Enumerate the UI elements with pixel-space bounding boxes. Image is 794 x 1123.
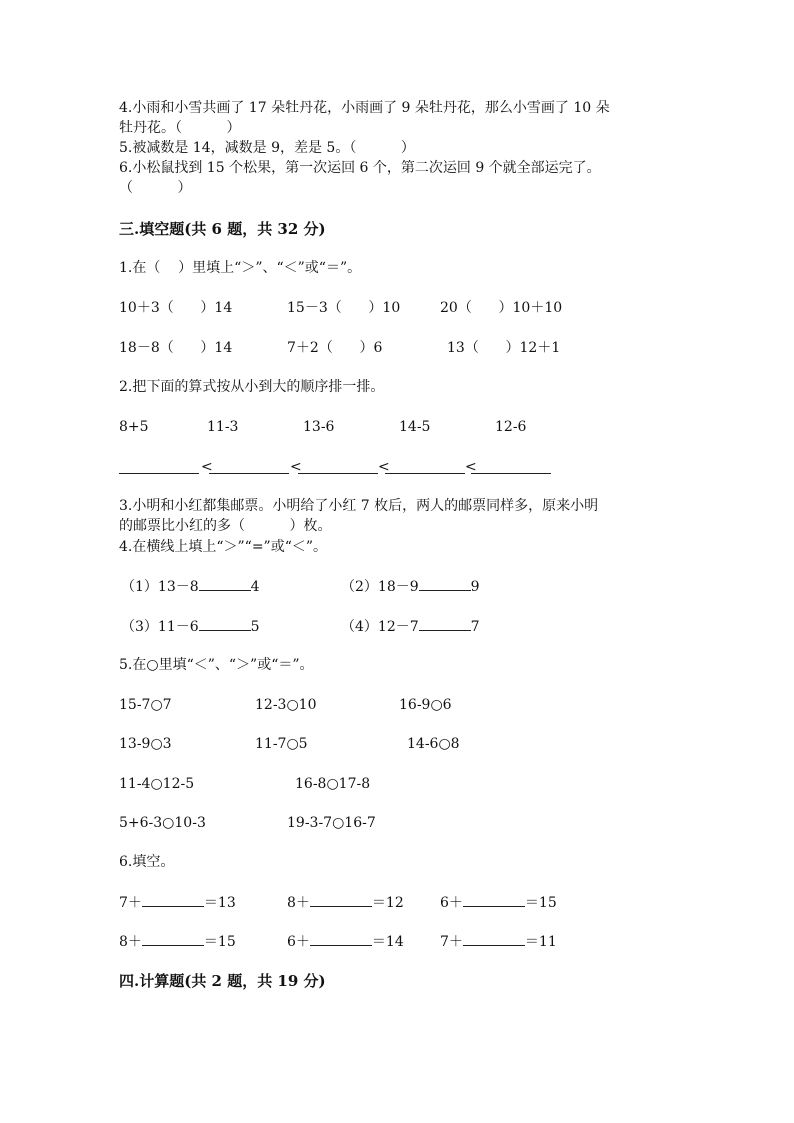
compare-item: 13-9○3 — [119, 736, 172, 752]
fill-item — [287, 931, 404, 952]
expression-item: 13-6 — [303, 419, 335, 435]
fill-item-lhs: 8＋ — [287, 895, 310, 911]
expression-item: 14-5 — [399, 419, 431, 435]
fill-item-lhs: （3）11－6 — [121, 619, 199, 635]
less-than-sign: < — [201, 459, 213, 475]
fill-item — [440, 931, 557, 952]
question-text: （ ） — [119, 180, 192, 196]
fill-item — [119, 892, 236, 913]
fill-item-rhs: 9 — [470, 579, 480, 595]
answer-blank[interactable] — [199, 616, 251, 631]
answer-blank[interactable] — [463, 892, 525, 907]
section-title: 三.填空题(共 6 题，共 32 分) — [119, 220, 326, 238]
question-text: 4.小雨和小雪共画了 17 朵牡丹花，小雨画了 9 朵牡丹花，那么小雪画了 10 朵 — [119, 100, 610, 116]
answer-blank[interactable] — [419, 576, 471, 591]
answer-blank[interactable] — [385, 459, 465, 474]
compare-item: 14-6○8 — [407, 736, 460, 752]
fill-item-lhs: 6＋ — [440, 895, 463, 911]
fill-item-rhs: ＝11 — [524, 934, 557, 950]
fill-item-rhs: ＝15 — [203, 934, 236, 950]
question-prompt: 1.在（ ）里填上“＞”、“＜”或“＝”。 — [119, 260, 362, 276]
comparison-item: 13（ ）12＋1 — [447, 340, 561, 356]
comparison-item: 18－8（ ）14 — [119, 340, 233, 356]
answer-blank[interactable] — [209, 459, 289, 474]
comparison-item: 20（ ）10＋10 — [440, 300, 563, 316]
answer-blank[interactable] — [463, 931, 525, 946]
compare-item: 11-4○12-5 — [119, 776, 195, 792]
fill-item — [287, 892, 404, 913]
fill-item-rhs: 4 — [250, 579, 260, 595]
question-prompt: 2.把下面的算式按从小到大的顺序排一排。 — [119, 379, 385, 395]
answer-blank[interactable] — [298, 459, 378, 474]
question-text: 5.被减数是 14，减数是 9，差是 5。（ ） — [119, 140, 415, 156]
answer-blank[interactable] — [199, 576, 251, 591]
fill-item-rhs: ＝15 — [524, 895, 557, 911]
fill-item — [119, 931, 236, 952]
answer-blank[interactable] — [142, 931, 204, 946]
comparison-item: 15－3（ ）10 — [287, 300, 401, 316]
ordering-answer-line — [119, 458, 559, 478]
section-title: 四.计算题(共 2 题，共 19 分) — [119, 972, 326, 990]
fill-item — [341, 616, 480, 637]
compare-item: 16-8○17-8 — [295, 776, 371, 792]
question-prompt: 5.在○里填“＜”、“＞”或“＝”。 — [119, 657, 314, 673]
question-text: 3.小明和小红都集邮票。小明给了小红 7 枚后，两人的邮票同样多，原来小明 — [119, 498, 599, 514]
expression-item: 11-3 — [207, 419, 239, 435]
answer-blank[interactable] — [471, 459, 551, 474]
question-prompt: 6.填空。 — [119, 854, 175, 870]
answer-blank[interactable] — [310, 931, 372, 946]
question-text: 6.小松鼠找到 15 个松果，第一次运回 6 个，第二次运回 9 个就全部运完了。 — [119, 160, 601, 176]
less-than-sign: < — [465, 459, 477, 475]
question-text: 牡丹花。（ ） — [119, 120, 241, 136]
fill-item-rhs: 5 — [250, 619, 260, 635]
answer-blank[interactable] — [310, 892, 372, 907]
fill-item-lhs: 8＋ — [119, 934, 142, 950]
fill-item-lhs: 7＋ — [119, 895, 142, 911]
comparison-item: 10＋3（ ）14 — [119, 300, 233, 316]
compare-item: 19-3-7○16-7 — [287, 815, 376, 831]
compare-item: 12-3○10 — [255, 697, 317, 713]
expression-item: 8+5 — [119, 419, 149, 435]
compare-item: 15-7○7 — [119, 697, 172, 713]
fill-item — [121, 576, 260, 597]
fill-item — [121, 616, 260, 637]
less-than-sign: < — [290, 459, 302, 475]
compare-item: 11-7○5 — [255, 736, 308, 752]
answer-blank[interactable] — [142, 892, 204, 907]
answer-blank[interactable] — [119, 459, 199, 474]
less-than-sign: < — [378, 459, 390, 475]
fill-item-rhs: ＝13 — [203, 895, 236, 911]
fill-item-rhs: ＝14 — [371, 934, 404, 950]
fill-item-lhs: （2）18－9 — [341, 579, 419, 595]
fill-item-lhs: （4）12－7 — [341, 619, 419, 635]
fill-item-lhs: 6＋ — [287, 934, 310, 950]
compare-item: 16-9○6 — [399, 697, 452, 713]
fill-item — [440, 892, 557, 913]
fill-item — [341, 576, 480, 597]
question-prompt: 4.在横线上填上“＞”“=”或“＜”。 — [119, 539, 328, 555]
expression-item: 12-6 — [495, 419, 527, 435]
answer-blank[interactable] — [419, 616, 471, 631]
fill-item-rhs: ＝12 — [371, 895, 404, 911]
fill-item-lhs: 7＋ — [440, 934, 463, 950]
compare-item: 5+6-3○10-3 — [119, 815, 206, 831]
fill-item-lhs: （1）13－8 — [121, 579, 199, 595]
question-text: 的邮票比小红的多（ ）枚。 — [119, 518, 332, 534]
fill-item-rhs: 7 — [470, 619, 480, 635]
comparison-item: 7＋2（ ）6 — [287, 340, 383, 356]
